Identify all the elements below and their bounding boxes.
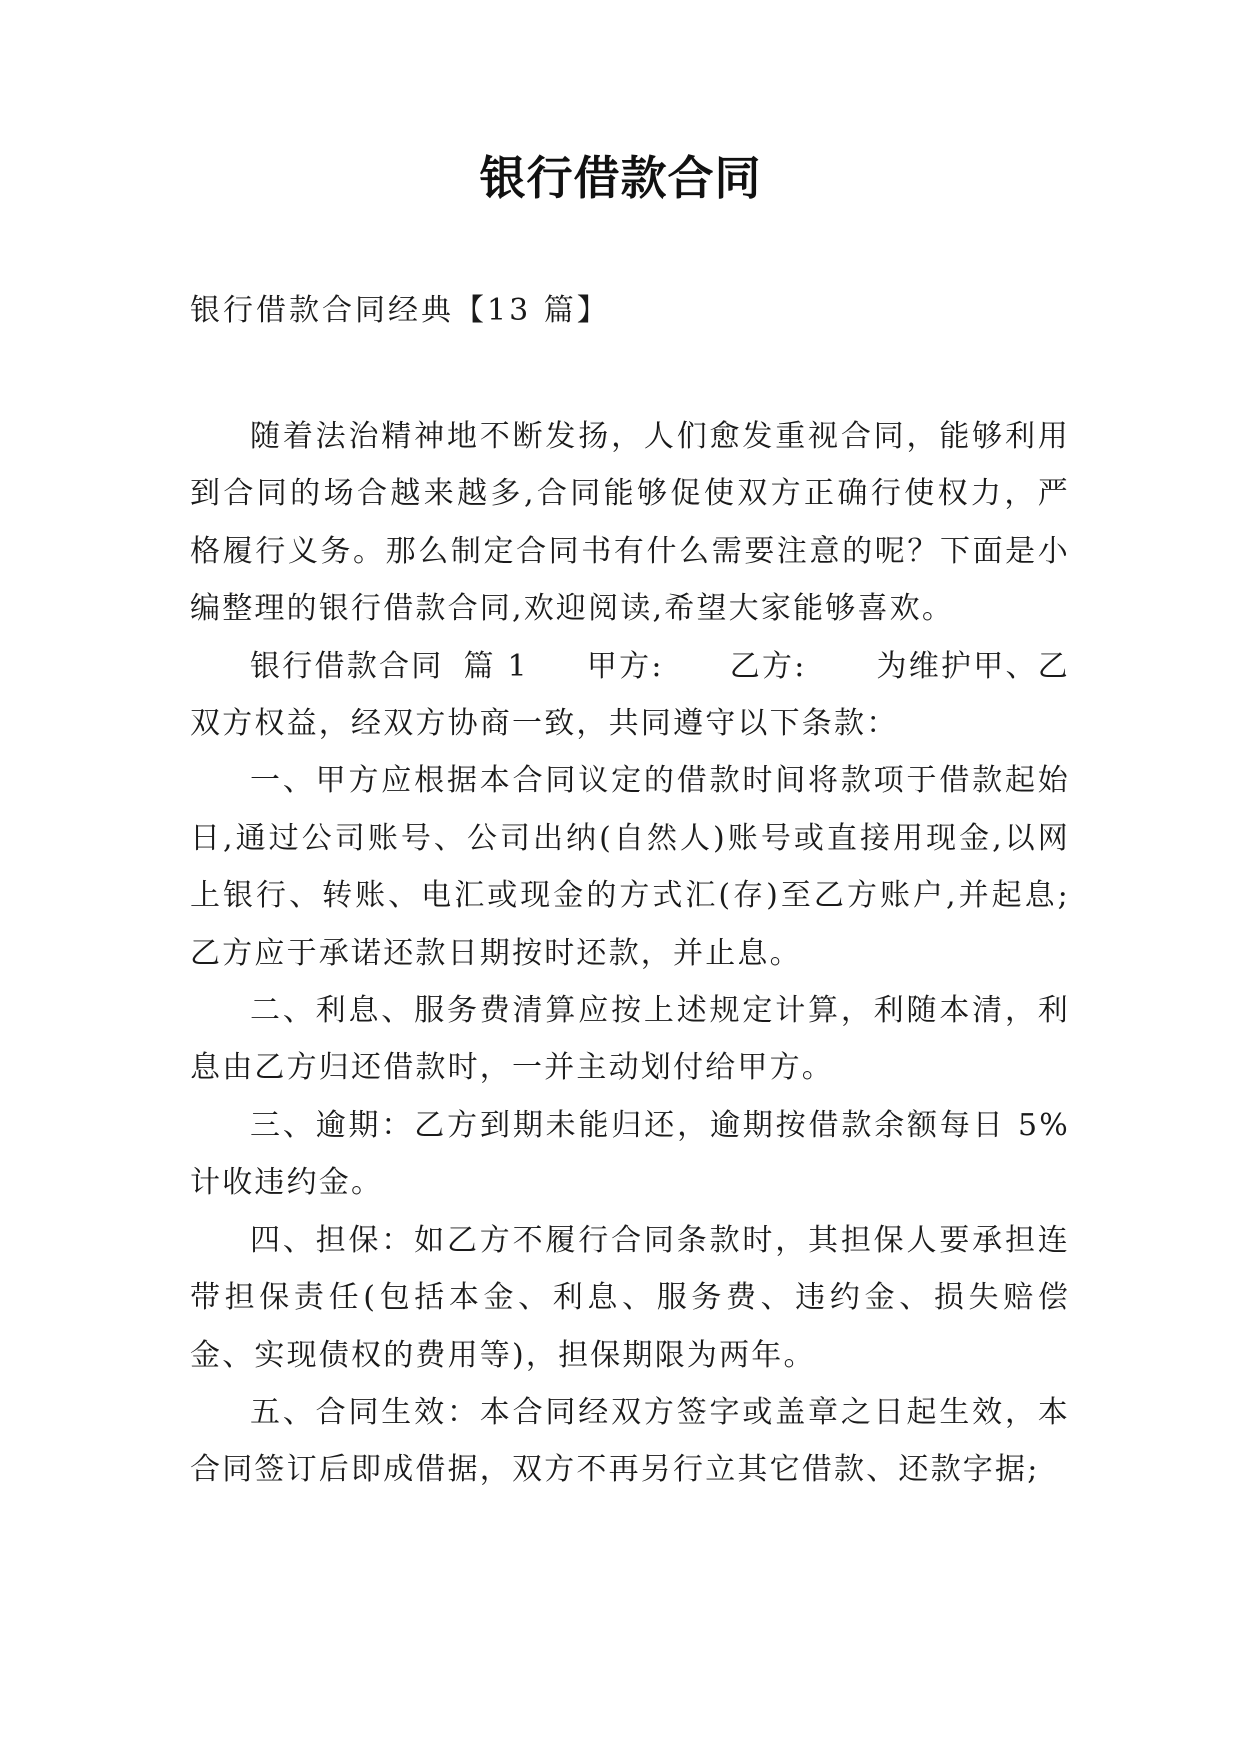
party-b-label: 乙方: xyxy=(729,648,807,684)
clause-1: 一、甲方应根据本合同议定的借款时间将款项于借款起始日,通过公司账号、公司出纳(自然人)账号或直接用现金,以网上银行、转账、电汇或现金的方式汇(存)至乙方账户,并起息;乙方应于承诺还款日期按时还款，并止息。 xyxy=(190,763,1070,971)
document-title: 银行借款合同 xyxy=(479,151,762,205)
clause-3: 三、逾期：乙方到期未能归还，逾期按借款余额每日 5%计收违约金。 xyxy=(190,1107,1070,1201)
clause-5: 五、合同生效：本合同经双方签字或盖章之日起生效，本合同签订后即成借据，双方不再另行立其它借款、还款字据; xyxy=(190,1394,1070,1488)
clause-2: 二、利息、服务费清算应按上述规定计算，利随本清，利息由乙方归还借款时，一并主动划付给甲方。 xyxy=(190,993,1070,1086)
clause-4: 四、担保：如乙方不履行合同条款时，其担保人要承担连带担保责任(包括本金、利息、服务费、违约金、损失赔偿金、实现债权的费用等)，担保期限为两年。 xyxy=(190,1222,1070,1373)
section-1-number: 篇 1 xyxy=(463,648,529,684)
section-1-text: 为维护甲、乙双方权益，经双方协商一致，共同遵守以下条款： xyxy=(190,648,1070,742)
party-a-label: 甲方: xyxy=(586,648,664,684)
section-1-paragraph xyxy=(190,638,1070,753)
document-body xyxy=(190,408,1070,1499)
intro-paragraph: 随着法治精神地不断发扬，人们愈发重视合同，能够利用到合同的场合越来越多,合同能够促使双方正确行使权力，严格履行义务。那么制定合同书有什么需要注意的呢？下面是小编整理的银行借款合同,欢迎阅读,希望大家能够喜欢。 xyxy=(190,419,1070,627)
document-subtitle: 银行借款合同经典【13 篇】 xyxy=(190,293,610,328)
section-1-heading: 银行借款合同 xyxy=(250,648,444,684)
